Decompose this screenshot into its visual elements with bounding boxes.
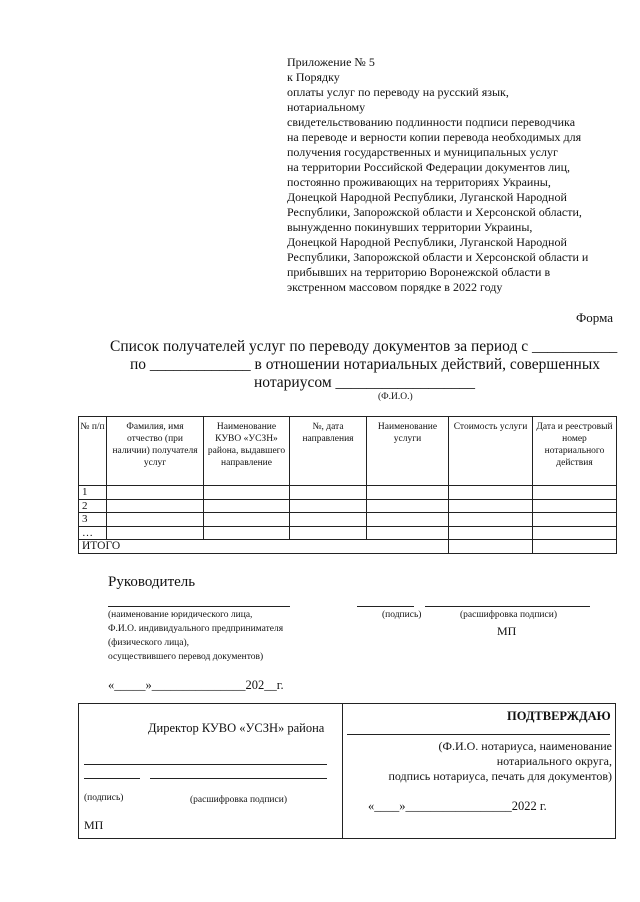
appendix-line: к Порядку <box>287 70 340 84</box>
column-header: Стоимость услуги <box>449 417 533 486</box>
director-decode-line <box>150 778 327 779</box>
appendix-line: Донецкой Народной Республики, Луганской Народной <box>287 235 567 249</box>
appendix-line: Приложение № 5 <box>287 55 375 69</box>
total-label: ИТОГО <box>79 540 449 554</box>
form-label: Форма <box>576 310 613 325</box>
notary-caption-line: нотариального округа, <box>496 754 612 768</box>
org-caption-line: (наименование юридического лица, <box>108 610 253 620</box>
table-row <box>79 513 617 527</box>
director-decode-caption: (расшифровка подписи) <box>190 795 287 805</box>
appendix-line: на территории Российской Федерации документов лиц, <box>287 160 571 174</box>
table-row <box>79 526 617 540</box>
org-caption-line: (физического лица), <box>108 638 190 648</box>
title-line-1: Список получателей услуг по переводу документов за период с ___________ <box>110 338 618 355</box>
org-name-line <box>108 606 290 607</box>
table-row <box>79 486 617 500</box>
director-mp: МП <box>84 818 104 832</box>
column-header: № п/п <box>79 417 107 486</box>
date-line: «_____»_______________202__г. <box>108 678 284 692</box>
appendix-line: прибывших на территорию Воронежской области в <box>287 265 551 279</box>
table-total-row <box>79 540 617 554</box>
org-caption-line: осуществившего перевод документов) <box>108 652 264 662</box>
director-line <box>84 764 327 765</box>
appendix-line: оплаты услуг по переводу на русский язык, <box>287 85 509 99</box>
title-line-3: нотариусом __________________ <box>254 374 475 391</box>
appendix-line: экстренном массовом порядке в 2022 году <box>287 280 503 294</box>
appendix-line: получения государственных и муниципальных услуг <box>287 145 558 159</box>
column-header: Наименование КУВО «УСЗН» района, выдавшего направление <box>204 417 290 486</box>
recipients-table <box>78 416 617 554</box>
head-label: Руководитель <box>108 574 196 590</box>
row-number: … <box>79 526 107 540</box>
table-header-row <box>79 417 617 486</box>
column-header: №, дата направления <box>290 417 367 486</box>
director-label: Директор КУВО «УСЗН» района <box>148 721 325 735</box>
table-row <box>79 499 617 513</box>
fio-caption: (Ф.И.О.) <box>378 392 413 402</box>
confirm-label: ПОДТВЕРЖДАЮ <box>507 709 611 723</box>
appendix-line: Республики, Запорожской области и Херсонской области и <box>287 250 589 264</box>
sign-caption: (подпись) <box>382 610 422 620</box>
appendix-line: нотариальному <box>287 100 366 114</box>
appendix-line: постоянно проживающих на территориях Украины, <box>287 175 551 189</box>
row-number: 2 <box>79 499 107 513</box>
appendix-line: свидетельствованию подлинности подписи переводчика <box>287 115 576 129</box>
decode-caption: (расшифровка подписи) <box>460 610 557 620</box>
director-sign-line <box>84 778 140 779</box>
sign-line <box>357 606 414 607</box>
column-header: Фамилия, имя отчество (при наличии) получателя услуг <box>107 417 204 486</box>
row-number: 3 <box>79 513 107 527</box>
director-sign-caption: (подпись) <box>84 793 124 803</box>
appendix-line: Донецкой Народной Республики, Луганской Народной <box>287 190 567 204</box>
appendix-line: Республики, Запорожской области и Херсонской области, <box>287 205 582 219</box>
column-header: Наименование услуги <box>367 417 449 486</box>
notary-caption-line: подпись нотариуса, печать для документов) <box>388 769 612 783</box>
title-line-2: по _____________ в отношении нотариальных действий, совершенных <box>130 356 600 373</box>
decode-line <box>425 606 590 607</box>
appendix-line: на переводе и верности копии перевода необходимых для <box>287 130 582 144</box>
row-number: 1 <box>79 486 107 500</box>
notary-date-line: «____»_________________2022 г. <box>368 799 547 813</box>
notary-line <box>347 734 610 735</box>
appendix-line: вынужденно покинувших территории Украины, <box>287 220 533 234</box>
mp-label: МП <box>497 624 517 638</box>
notary-caption-line: (Ф.И.О. нотариуса, наименование <box>438 739 612 753</box>
column-header: Дата и реестровый номер нотариального действия <box>533 417 617 486</box>
org-caption-line: Ф.И.О. индивидуального предпринимателя <box>108 624 284 634</box>
approval-divider <box>342 703 343 839</box>
